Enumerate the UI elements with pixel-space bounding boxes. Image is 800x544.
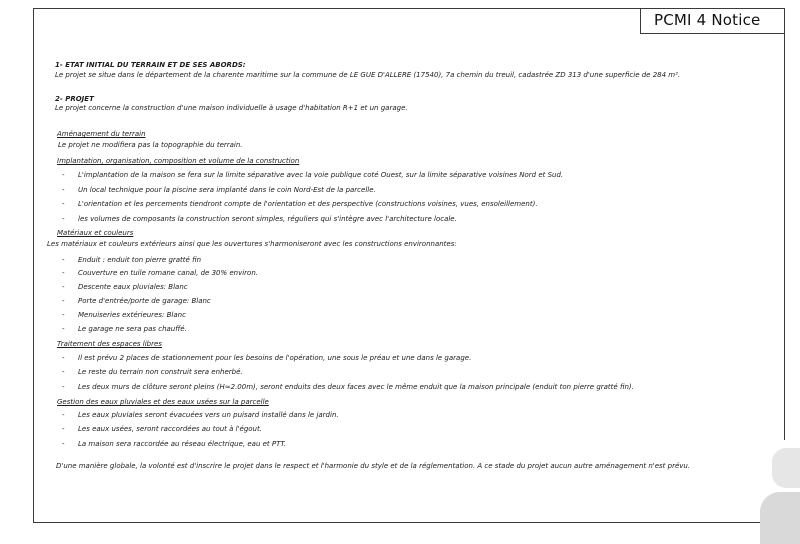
- bullet-dash: -: [62, 325, 65, 333]
- amenagement-text: Le projet ne modifiera pas la topographie du terrain.: [58, 141, 243, 149]
- bullet-dash: -: [62, 215, 65, 223]
- espaces-item: Les deux murs de clôture seront pleins (H≈2.00m), seront enduits des deux faces avec le même enduit que la maison principale (enduit ton pierre gratté fin).: [78, 383, 634, 391]
- materiaux-intro: Les matériaux et couleurs extérieurs ainsi que les ouvertures s'harmoniseront avec les constructions environnantes:: [47, 240, 457, 248]
- eaux-title: Gestion des eaux pluviales et des eaux usées sur la parcelle: [57, 398, 269, 406]
- implantation-item: les volumes de composants la construction seront simples, réguliers qui s'intègre avec l'architecture locale.: [78, 215, 457, 223]
- bullet-dash: -: [62, 354, 65, 362]
- bullet-dash: -: [62, 411, 65, 419]
- section2-text: Le projet concerne la construction d'une maison individuelle à usage d'habitation R+1 et un garage.: [55, 104, 408, 112]
- bullet-dash: -: [62, 186, 65, 194]
- implantation-item: L'orientation et les percements tiendront compte de l'orientation et des perspective (constructions voisines, vues, ensoleillement).: [78, 200, 538, 208]
- eaux-item: Les eaux pluviales seront évacuées vers un puisard installé dans le jardin.: [78, 411, 339, 419]
- corner-shape: [760, 492, 800, 544]
- materiaux-item: Descente eaux pluviales: Blanc: [78, 283, 188, 291]
- bullet-dash: -: [62, 297, 65, 305]
- section1-heading: 1- ETAT INITIAL DU TERRAIN ET DE SES ABORDS:: [55, 61, 246, 69]
- materiaux-title: Matériaux et couleurs: [57, 229, 134, 237]
- conclusion-text: D'une manière globale, la volonté est d'inscrire le projet dans le respect et l'harmonie du style et de la réglementation. A ce stade du projet aucun autre aménagement n'est prévu.: [56, 462, 691, 470]
- page-title: PCMI 4 Notice: [654, 11, 761, 29]
- bullet-dash: -: [62, 383, 65, 391]
- espaces-title: Traitement des espaces libres: [57, 340, 162, 348]
- section1-text: Le projet se situe dans le département de la charente maritime sur la commune de LE GUE D'ALLERE (17540), 7a chemin du treuil, cadastrée ZD 313 d'une superficie de 284 m².: [55, 71, 681, 79]
- bullet-dash: -: [62, 171, 65, 179]
- materiaux-item: Le garage ne sera pas chauffé.: [78, 325, 187, 333]
- materiaux-item: Couverture en tuile romane canal, de 30% environ.: [78, 269, 259, 277]
- implantation-item: L'implantation de la maison se fera sur la limite séparative avec la voie publique coté Ouest, sur la limite séparative voisines Nord et Sud.: [78, 171, 564, 179]
- espaces-item: Le reste du terrain non construit sera enherbé.: [78, 368, 243, 376]
- implantation-item: Un local technique pour la piscine sera implanté dans le coin Nord-Est de la parcelle.: [78, 186, 376, 194]
- corner-shape: [772, 448, 800, 488]
- bullet-dash: -: [62, 368, 65, 376]
- materiaux-item: Porte d'entrée/porte de garage: Blanc: [78, 297, 211, 305]
- materiaux-item: Menuiseries extérieures: Blanc: [78, 311, 186, 319]
- eaux-item: La maison sera raccordée au réseau électrique, eau et PTT.: [78, 440, 287, 448]
- bullet-dash: -: [62, 311, 65, 319]
- bullet-dash: -: [62, 269, 65, 277]
- bullet-dash: -: [62, 256, 65, 264]
- section2-heading: 2- PROJET: [55, 95, 94, 103]
- eaux-item: Les eaux usées, seront raccordées au tout à l'égout.: [78, 425, 262, 433]
- bullet-dash: -: [62, 440, 65, 448]
- bullet-dash: -: [62, 425, 65, 433]
- espaces-item: Il est prévu 2 places de stationnement pour les besoins de l'opération, une sous le préau et une dans le garage.: [78, 354, 472, 362]
- implantation-title: Implantation, organisation, composition et volume de la construction: [57, 157, 300, 165]
- materiaux-item: Enduit : enduit ton pierre gratté fin: [78, 256, 202, 264]
- bullet-dash: -: [62, 283, 65, 291]
- bullet-dash: -: [62, 200, 65, 208]
- amenagement-title: Aménagement du terrain: [57, 130, 146, 138]
